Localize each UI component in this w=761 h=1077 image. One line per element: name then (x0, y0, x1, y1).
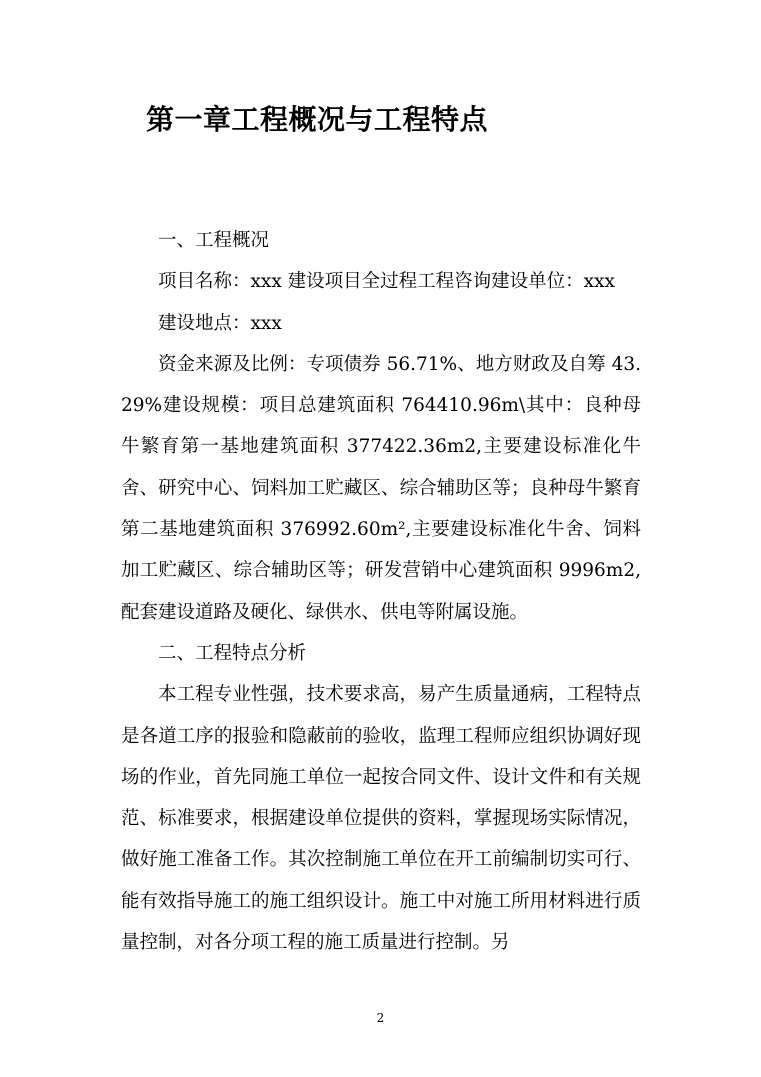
funding-and-scale-paragraph: 资金来源及比例：专项债券 56.71%、地方财政及自筹 43.29%建设规模：项目总建筑面积 764410.96m\其中：良种母牛繁育第一基地建筑面积 377422.36m2,主要建设标准化牛舍、研究中心、饲料加工贮藏区、综合辅助区等；良种母牛繁育第二基地建筑面积 376992.60m²,主要建设标准化牛舍、饲料加工贮藏区、综合辅助区等；研发营销中心建筑面积 9996m2,配套建设道路及硬化、绿供水、供电等附属设施。 (121, 353, 641, 623)
section-heading-project-characteristics: 二、工程特点分析 (158, 642, 307, 664)
project-name-line: 项目名称：xxx 建设项目全过程工程咨询建设单位：xxx (158, 271, 615, 293)
project-characteristics-paragraph: 本工程专业性强，技术要求高，易产生质量通病，工程特点是各道工序的报验和隐蔽前的验收，监理工程师应组织协调好现场的作业，首先同施工单位一起按合同文件、设计文件和有关规范、标准要求，根据建设单位提供的资料，掌握现场实际情况，做好施工准备工作。其次控制施工单位在开工前编制切实可行、能有效指导施工的施工组织设计。施工中对施工所用材料进行质量控制，对各分项工程的施工质量进行控制。另 (121, 684, 641, 954)
document-body (121, 220, 641, 963)
page-number: 2 (376, 1011, 385, 1025)
project-location-line: 建设地点：xxx (158, 312, 282, 334)
chapter-title: 第一章工程概况与工程特点 (146, 103, 489, 136)
section-heading-project-overview: 一、工程概况 (158, 230, 270, 251)
